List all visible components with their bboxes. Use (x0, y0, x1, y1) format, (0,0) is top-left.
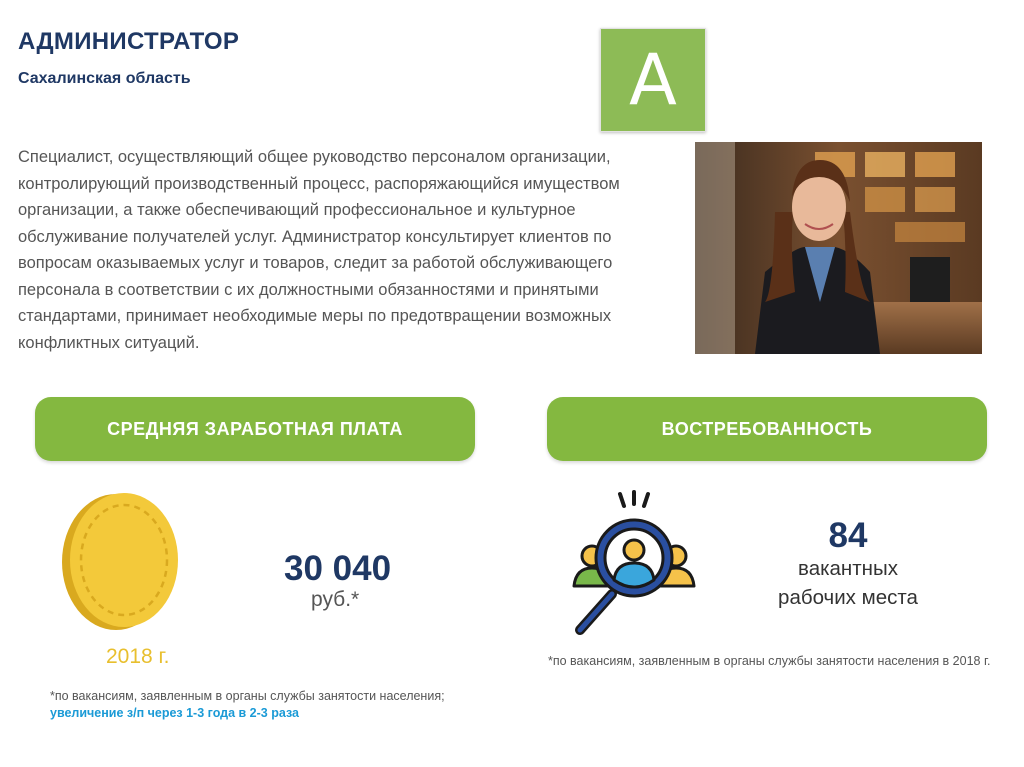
administrator-photo (695, 142, 982, 354)
vacancy-label (760, 554, 936, 612)
gold-coin-icon (60, 492, 184, 632)
salary-footnote (50, 688, 490, 722)
salary-footnote-text: *по вакансиям, заявленным в органы службы занятости населения; (50, 689, 445, 703)
letter-tile-text: А (629, 39, 677, 121)
salary-amount: 30 040 (284, 549, 392, 588)
page-title: АДМИНИСТРАТОР (18, 28, 240, 55)
salary-footnote-highlight: увеличение з/п через 1-3 года в 2-3 раза (50, 706, 299, 720)
vacancy-count: 84 (828, 516, 868, 555)
letter-tile (600, 28, 706, 132)
vacancy-label-line1: вакантных (798, 557, 898, 580)
demand-heading: ВОСТРЕБОВАННОСТЬ (661, 418, 873, 439)
salary-header-pill (35, 397, 475, 461)
demand-footnote: *по вакансиям, заявленным в органы службы занятости населения в 2018 г. (548, 654, 991, 668)
people-search-icon (568, 490, 700, 638)
profession-description: Специалист, осуществляющий общее руководство персоналом организации, контролирующий производственный процесс, распоряжающийся имуществом организации, а также обеспечивающий профессиональное и культурное обслуживание получателей услуг. Администратор консультирует клиентов по вопросам оказываемых услуг и товаров, следит за работой обслуживающего персонала в соответствии с их должностными обязанностями и принятыми стандартами, принимает необходимые меры по предотвращении возможных конфликтных ситуаций. (18, 148, 620, 352)
demand-header-pill (547, 397, 987, 461)
vacancy-label-line2: рабочих места (778, 586, 918, 609)
salary-unit: руб.* (311, 588, 360, 611)
region-subtitle: Сахалинская область (18, 70, 191, 87)
salary-heading: СРЕДНЯЯ ЗАРАБОТНАЯ ПЛАТА (107, 418, 403, 439)
salary-year: 2018 г. (106, 645, 170, 668)
